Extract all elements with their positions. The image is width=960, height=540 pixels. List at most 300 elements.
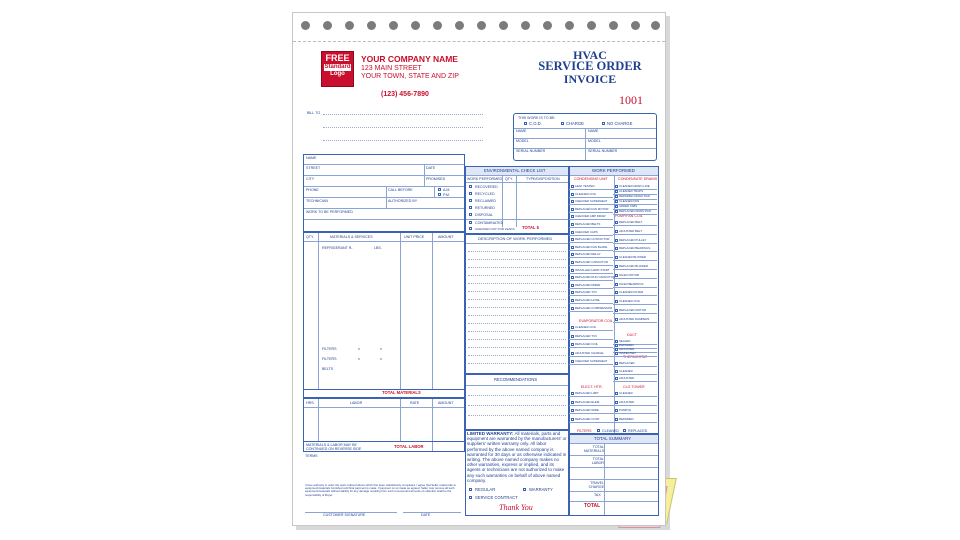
work-item-checkbox[interactable]: [571, 284, 574, 287]
filters-replaced-label: REPLACED: [628, 429, 648, 433]
equip-name-left: NAME: [516, 129, 527, 133]
row-divider: [569, 212, 613, 213]
title-service-order: SERVICE ORDER: [538, 59, 642, 73]
description-line[interactable]: [468, 315, 566, 316]
bill-to-line[interactable]: [323, 127, 483, 128]
divider: [434, 186, 435, 197]
feed-hole: [587, 21, 596, 30]
work-item-checkbox[interactable]: [615, 265, 618, 268]
invoice-form: [292, 12, 666, 526]
x-mark: x: [380, 347, 382, 351]
work-item-checkbox[interactable]: [571, 343, 574, 346]
divider: [432, 399, 433, 451]
row-divider: [569, 235, 613, 236]
divider: [570, 479, 658, 480]
row-divider: [613, 278, 657, 279]
work-item-label: ADDED TABS: [619, 204, 638, 208]
work-item-label: REPLACED LIMIT: [575, 391, 599, 395]
divider: [400, 233, 401, 389]
work-item-label: SEALED: [619, 339, 631, 343]
row-divider: [569, 330, 613, 331]
work-item-checkbox[interactable]: [571, 185, 574, 188]
work-item-checkbox[interactable]: [571, 360, 574, 363]
row-divider: [613, 322, 657, 323]
summary-total: TOTAL: [584, 503, 601, 509]
work-item-label: REPLACED DRIER: [575, 282, 601, 287]
contaminated-label: CONTAMINATED: [475, 221, 504, 225]
description-line[interactable]: [468, 363, 566, 364]
work-item-checkbox[interactable]: [571, 246, 574, 249]
work-item-label: CLEANED COIL: [575, 325, 597, 329]
description-line[interactable]: [468, 331, 566, 332]
divider: [570, 467, 658, 468]
row-divider: [613, 225, 657, 226]
row-divider: [613, 260, 657, 261]
belts-row: BELTS: [322, 367, 334, 371]
work-item-label: ADJUSTED DAMPERS: [619, 316, 650, 321]
row-divider: [569, 257, 613, 258]
row-divider: [569, 227, 613, 228]
work-item-label: REPLACED RUN CAPACITOR: [575, 275, 616, 280]
filters-cleaned-label: CLEANED: [602, 429, 619, 433]
work-item-label: CLEANED PAN: [619, 199, 640, 203]
divider: [432, 233, 433, 389]
recommendations-header: RECOMMENDATIONS: [494, 377, 538, 382]
divider: [570, 443, 658, 444]
city-label: CITY: [306, 177, 315, 181]
work-item-label: REPAIRED DRAIN PAN: [619, 194, 650, 198]
title-invoice: INVOICE: [563, 72, 617, 86]
leaks-label: CHECKED OUT FOR LEAKS: [475, 227, 515, 231]
tractor-feed-strip: [293, 13, 665, 42]
work-item-label: INSTALLED HARD START: [575, 267, 610, 272]
work-item-checkbox[interactable]: [571, 253, 574, 256]
work-item-label: CLEANED: [619, 368, 633, 373]
work-item-checkbox[interactable]: [615, 344, 618, 347]
row-divider: [613, 251, 657, 252]
equip-model-right: MODEL: [588, 139, 601, 143]
row-divider: [569, 295, 613, 296]
terms-label: TERMS: [305, 454, 318, 458]
feed-hole: [499, 21, 508, 30]
row-divider: [569, 405, 613, 406]
env-work-performed: WORK PERFORMED: [467, 177, 503, 181]
x-mark: x: [358, 357, 360, 361]
divider: [318, 233, 319, 389]
row-divider: [613, 381, 657, 382]
row-divider: [569, 364, 613, 365]
row-divider: [569, 413, 613, 414]
equip-serial-left: SERIAL NUMBER: [516, 149, 546, 153]
bill-to-line[interactable]: [323, 114, 483, 115]
summary-labor: TOTAL LABOR: [591, 457, 604, 465]
labor-header: LABOR: [350, 401, 363, 405]
row-divider: [613, 269, 657, 270]
charge-checkbox[interactable]: [561, 122, 564, 125]
description-line[interactable]: [468, 251, 566, 252]
description-line[interactable]: [468, 307, 566, 308]
feed-hole: [477, 21, 486, 30]
divider: [400, 399, 401, 441]
filters-row: FILTERS: [322, 347, 337, 351]
work-item-label: REPLACED DRAIN PAN: [619, 209, 651, 213]
condensing-unit-header: CONDENSING UNIT: [574, 177, 608, 181]
work-item-checkbox[interactable]: [571, 307, 574, 310]
logo-line3: Logo: [330, 71, 345, 77]
recycled-checkbox[interactable]: [469, 192, 472, 195]
date-line[interactable]: [403, 512, 461, 513]
customer-info-box: [303, 154, 465, 232]
feed-hole: [301, 21, 310, 30]
work-item-label: REPLACED BLOWER: [619, 264, 648, 268]
summary-materials: TOTAL MATERIALS: [584, 445, 605, 453]
amount-header: AMOUNT: [438, 235, 454, 239]
company-name: YOUR COMPANY NAME: [361, 54, 458, 64]
warranty-text: All materials, parts and equipment are warranted by the manufacturers' or suppliers' written warranty only. All labor performed by the above named company is warranted for 30 days or as otherwise indicated in writing. The above named company makes no other warranties, express or implied, and its agents or technicians are not authorized to make any such warranties on behalf of above named company.: [467, 431, 567, 483]
authorization-text: I have authority to order the work outlined above which has been satisfactorily completed. I agree that Seller retains title to equipment/materials furnished until final payment is made. If payment is not made as agreed, Seller may remove all such equipment/materials without liability for any damage resulting from such removal and all costs of collection shall be the responsibility of Buyer.: [305, 483, 456, 497]
work-item-label: REPLACED MOTOR: [619, 308, 647, 312]
work-item-checkbox[interactable]: [571, 215, 574, 218]
work-item-label: OILED BEARINGS: [619, 281, 644, 286]
work-item-checkbox[interactable]: [615, 291, 618, 294]
work-item-checkbox[interactable]: [571, 409, 574, 412]
work-item-checkbox[interactable]: [615, 210, 618, 213]
description-line[interactable]: [468, 339, 566, 340]
regular-label: REGULAR: [475, 487, 496, 492]
work-to-perform-label: WORK TO BE PERFORMED: [306, 210, 353, 214]
work-item-checkbox[interactable]: [571, 223, 574, 226]
row-divider: [569, 273, 613, 274]
work-item-checkbox[interactable]: [615, 362, 618, 365]
row-divider: [613, 304, 657, 305]
divider: [570, 501, 658, 502]
work-item-label: OILED MOTOR: [619, 272, 640, 277]
description-line[interactable]: [468, 299, 566, 300]
work-item-checkbox[interactable]: [615, 200, 618, 203]
description-line[interactable]: [468, 347, 566, 348]
feed-hole: [631, 21, 640, 30]
work-item-checkbox[interactable]: [615, 392, 618, 395]
filters-cleaned-checkbox[interactable]: [597, 429, 600, 432]
divider: [304, 241, 464, 242]
lbs-label: LBS.: [374, 246, 382, 250]
logo-line2: Standard: [324, 64, 351, 70]
divider: [304, 186, 464, 187]
work-item-label: REPLACED CAPACITOR: [575, 260, 608, 264]
pump-fan-header: PUMP/FAN COIL: [615, 214, 643, 218]
feed-hole: [411, 21, 420, 30]
summary-header: TOTAL SUMMARY: [594, 436, 632, 441]
env-header: ENVIRONMENTAL CHECK LIST: [484, 168, 546, 173]
divider: [386, 186, 387, 208]
work-item-checkbox[interactable]: [615, 195, 618, 198]
row-divider: [569, 265, 613, 266]
work-item-label: REPLACED FAN BLADE: [575, 244, 608, 249]
pm-label: P.M.: [443, 193, 450, 197]
work-item-label: ADJUSTED BELT: [619, 228, 643, 233]
work-item-checkbox[interactable]: [615, 352, 618, 355]
work-item-checkbox[interactable]: [571, 269, 574, 272]
filters-replaced-checkbox[interactable]: [623, 429, 626, 432]
summary-tax: TAX: [594, 493, 601, 497]
divider: [304, 441, 464, 442]
am-label: A.M.: [443, 188, 451, 192]
row-divider: [613, 214, 657, 215]
work-item-checkbox[interactable]: [571, 238, 574, 241]
work-item-checkbox[interactable]: [571, 276, 574, 279]
clg-tower-header: CLG TOWER: [623, 385, 645, 389]
rate-header: RATE: [410, 401, 420, 405]
labor-amount-header: AMOUNT: [438, 401, 454, 405]
row-divider: [569, 204, 613, 205]
divider: [424, 164, 425, 186]
row-divider: [569, 303, 613, 304]
work-item-checkbox[interactable]: [571, 392, 574, 395]
description-line[interactable]: [468, 355, 566, 356]
thermostat-header: THERMOSTAT: [623, 355, 648, 359]
work-item-label: REPAIRED: [619, 416, 634, 421]
feed-hole: [433, 21, 442, 30]
street-label: STREET: [306, 166, 321, 170]
description-header: DESCRIPTION OF WORK PERFORMED: [478, 236, 553, 241]
env-row-label: DISPOSAL: [475, 213, 493, 217]
work-item-checkbox[interactable]: [615, 185, 618, 188]
work-item-checkbox[interactable]: [615, 247, 618, 250]
total-summary: [569, 434, 659, 516]
divider: [570, 455, 658, 456]
returned-checkbox[interactable]: [469, 206, 472, 209]
work-item-checkbox[interactable]: [571, 418, 574, 421]
filters-row: FILTERS: [322, 357, 337, 361]
pm-checkbox[interactable]: [438, 193, 441, 196]
work-item-checkbox[interactable]: [615, 283, 618, 286]
row-divider: [569, 280, 613, 281]
logo-line1: FREE: [325, 53, 350, 63]
row-divider: [569, 339, 613, 340]
disposal-checkbox[interactable]: [469, 213, 472, 216]
feed-hole: [609, 21, 618, 30]
work-item-checkbox[interactable]: [615, 300, 618, 303]
row-divider: [569, 242, 613, 243]
summary-travel: TRAVEL CHARGE: [588, 481, 604, 489]
title-hvac: HVAC: [573, 48, 607, 62]
work-item-checkbox[interactable]: [615, 318, 618, 321]
row-divider: [613, 413, 657, 414]
work-item-label: REPLACED CONT.: [575, 416, 601, 421]
work-item-checkbox[interactable]: [571, 335, 574, 338]
row-divider: [613, 374, 657, 375]
warranty-label: WARRANTY: [529, 487, 553, 492]
row-divider: [569, 356, 613, 357]
leaks-checkbox[interactable]: [469, 227, 472, 230]
work-item-checkbox[interactable]: [615, 230, 618, 233]
work-item-label: REPLACED BELT: [619, 220, 643, 224]
divider: [304, 407, 464, 408]
work-item-checkbox[interactable]: [571, 200, 574, 203]
env-row-label: RECYCLED: [475, 192, 495, 196]
row-divider: [613, 287, 657, 288]
authorized-label: AUTHORIZED BY: [388, 199, 418, 203]
labor-note-2: CONTINUED ON REVERSE SIDE: [306, 447, 362, 451]
charge-label: CHARGE: [566, 121, 584, 126]
work-item-checkbox[interactable]: [571, 401, 574, 404]
work-item-label: REPLACED WIRE: [575, 408, 599, 413]
work-item-checkbox[interactable]: [615, 274, 618, 277]
promised-label: PROMISED: [426, 177, 446, 181]
work-item-label: CLEANED DRAIN LINE: [619, 184, 650, 188]
description-line[interactable]: [468, 283, 566, 284]
hrs-header: HRS.: [306, 401, 315, 405]
cod-checkbox[interactable]: [524, 122, 527, 125]
work-item-checkbox[interactable]: [571, 299, 574, 302]
no-charge-checkbox[interactable]: [602, 122, 605, 125]
reclaimed-checkbox[interactable]: [469, 199, 472, 202]
work-item-checkbox[interactable]: [615, 401, 618, 404]
work-item-label: REPLACED CONTACTOR: [575, 237, 610, 242]
signature-label: CUSTOMER SIGNATURE: [323, 513, 366, 517]
divider: [466, 182, 568, 183]
refrigerant-row: REFRIGERANT R-: [322, 246, 353, 250]
row-divider: [569, 347, 613, 348]
evaporator-header: EVAPORATOR COIL: [579, 319, 613, 323]
work-item-checkbox[interactable]: [615, 418, 618, 421]
feed-hole: [323, 21, 332, 30]
work-item-checkbox[interactable]: [571, 352, 574, 355]
row-divider: [569, 189, 613, 190]
env-row-label: RECOVERED: [475, 185, 498, 189]
work-item-checkbox[interactable]: [615, 340, 618, 343]
work-item-checkbox[interactable]: [571, 208, 574, 211]
work-performed-header: WORK PERFORMED: [592, 168, 635, 173]
qty-header: QTY.: [306, 235, 314, 239]
divider: [514, 138, 656, 139]
work-item-label: REPLACED RELAY: [575, 252, 601, 257]
signature-date-label: DATE: [421, 513, 431, 517]
recovered-checkbox[interactable]: [469, 185, 472, 188]
description-line[interactable]: [468, 275, 566, 276]
row-divider: [569, 250, 613, 251]
work-item-label: REPLACED ELEM.: [575, 399, 601, 404]
thank-you: Thank You: [499, 503, 533, 512]
labor-note-1: MATERIALS & LABOR MAY BE: [306, 443, 357, 447]
work-item-label: ADJUSTED: [619, 399, 635, 404]
work-item-label: REPLACED BEARINGS: [619, 246, 651, 251]
work-item-label: ADJUSTED: [619, 347, 635, 351]
work-item-checkbox[interactable]: [571, 326, 574, 329]
work-item-checkbox[interactable]: [571, 231, 574, 234]
work-item-label: CLEANED COIL: [575, 191, 597, 196]
row-divider: [613, 234, 657, 235]
work-item-checkbox[interactable]: [571, 261, 574, 264]
recommendations-box: [465, 374, 569, 430]
description-line[interactable]: [468, 259, 566, 260]
divider: [570, 491, 658, 492]
recommendation-line[interactable]: [468, 415, 566, 416]
row-divider: [613, 243, 657, 244]
contaminated-checkbox[interactable]: [469, 221, 472, 224]
work-item-checkbox[interactable]: [615, 239, 618, 242]
unit-price-header: UNIT PRICE: [404, 235, 425, 239]
work-item-label: CHECKED SUPERHEAT: [575, 199, 608, 204]
row-divider: [569, 396, 613, 397]
work-item-label: REPLACED TXV: [575, 290, 597, 295]
work-type-label: THIS WORK IS TO BE:: [518, 116, 556, 120]
work-item-checkbox[interactable]: [615, 256, 618, 259]
work-item-checkbox[interactable]: [615, 409, 618, 412]
divider: [466, 219, 568, 220]
work-item-label: REPLACED: [619, 361, 635, 365]
total-labor-label: TOTAL LABOR: [394, 444, 424, 449]
bill-to-line[interactable]: [323, 140, 483, 141]
equip-name-right: NAME: [588, 129, 599, 133]
env-row-label: RECLAIMED: [475, 199, 496, 203]
total-materials-label: TOTAL MATERIALS: [382, 390, 421, 395]
work-item-label: INSPECTED: [619, 351, 636, 355]
description-line[interactable]: [468, 267, 566, 268]
work-item-label: CLEANED TRAPS: [619, 189, 644, 193]
work-item-checkbox[interactable]: [615, 377, 618, 380]
work-item-label: REPLACED FAN MOTOR: [575, 206, 609, 211]
invoice-number: 1001: [619, 93, 643, 107]
row-divider: [613, 396, 657, 397]
work-item-checkbox[interactable]: [571, 193, 574, 196]
recommendation-line[interactable]: [468, 395, 566, 396]
row-divider: [569, 288, 613, 289]
feed-hole: [455, 21, 464, 30]
phone-label: PHONE: [306, 188, 319, 192]
divider: [304, 164, 464, 165]
company-city: YOUR TOWN, STATE AND ZIP: [361, 73, 459, 80]
work-item-label: REPLACED BELTS: [575, 222, 601, 226]
row-divider: [613, 313, 657, 314]
work-item-checkbox[interactable]: [615, 221, 618, 224]
company-phone: (123) 456-7890: [381, 91, 429, 98]
env-total: TOTAL $: [522, 225, 539, 230]
row-divider: [613, 356, 657, 357]
work-item-checkbox[interactable]: [571, 291, 574, 294]
divider: [304, 175, 464, 176]
work-item-checkbox[interactable]: [615, 370, 618, 373]
work-item-checkbox[interactable]: [615, 190, 618, 193]
description-line[interactable]: [468, 291, 566, 292]
work-item-checkbox[interactable]: [615, 205, 618, 208]
row-divider: [569, 197, 613, 198]
date-label: DATE: [426, 166, 436, 170]
divider: [304, 219, 464, 220]
description-box: [465, 234, 569, 374]
work-item-checkbox[interactable]: [615, 309, 618, 312]
row-divider: [613, 422, 657, 423]
feed-hole: [367, 21, 376, 30]
description-line[interactable]: [468, 323, 566, 324]
materials-header: MATERIALS & SERVICES: [330, 235, 373, 239]
recommendation-line[interactable]: [468, 405, 566, 406]
filters-section-label: FILTERS: [577, 429, 592, 433]
name-label: NAME: [306, 156, 317, 160]
row-divider: [569, 311, 613, 312]
elect-htr-header: ELECT. HTR.: [581, 385, 603, 389]
am-checkbox[interactable]: [438, 188, 441, 191]
work-item-label: REPAIRED: [619, 343, 634, 347]
divider: [466, 385, 568, 386]
duct-header: DUCT: [627, 333, 637, 337]
work-item-checkbox[interactable]: [615, 348, 618, 351]
cod-label: C.O.D.: [529, 121, 542, 126]
feed-hole: [651, 21, 660, 30]
work-item-label: ADJUSTED CHARGE: [575, 350, 604, 355]
work-item-label: LEAK TESTED: [575, 184, 595, 188]
warranty-title: LIMITED WARRANTY:: [467, 431, 514, 436]
